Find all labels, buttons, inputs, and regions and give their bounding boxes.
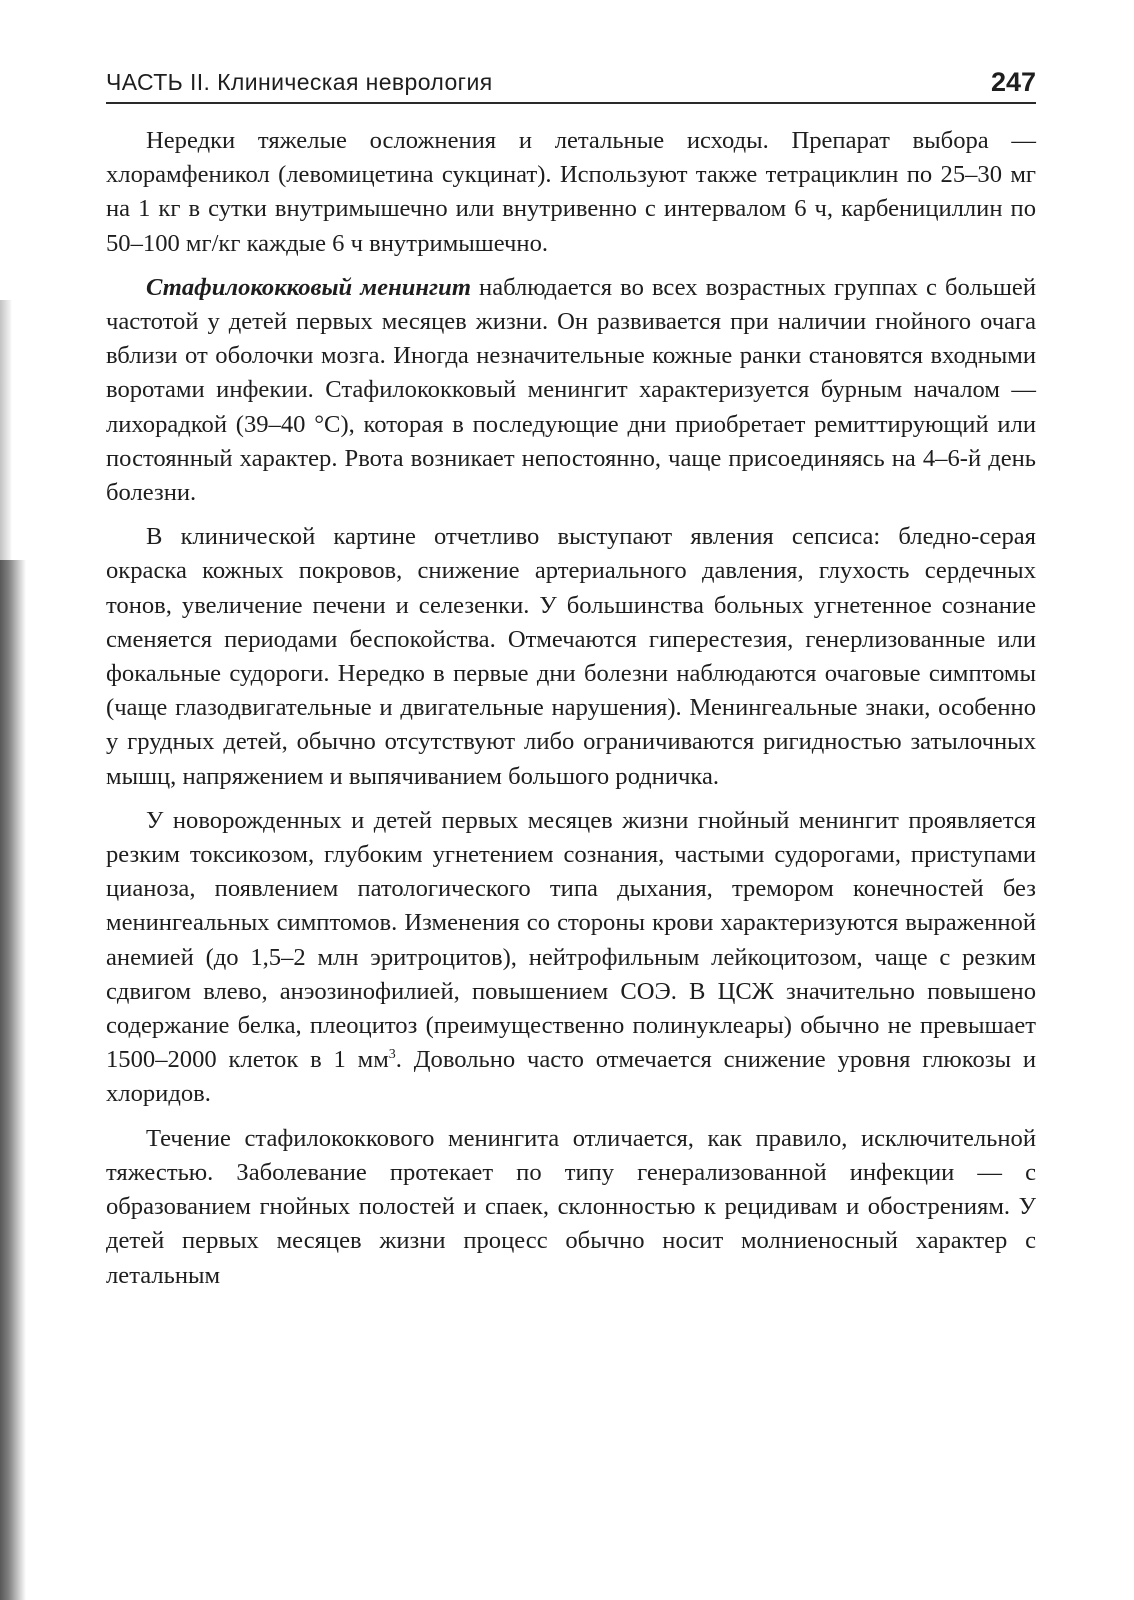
superscript: 3: [388, 1047, 396, 1063]
page-binding-shadow-upper: [0, 300, 12, 560]
page-header: [106, 62, 1036, 104]
paragraph-newborns: [106, 804, 1036, 1112]
paragraph-staphylococcal-meningitis: [106, 271, 1036, 510]
paragraph-text: В клинической картине отчетливо выступают явления сепсиса: бледно-серая окраска кожных покровов, снижение артериального давления, глухость сердечных тонов, увеличение печени и селезенки. У большинства больных угнетенное сознание сменяется периодами беспокойства. Отмечаются гиперестезия, генерлизованные или фокальные судороги. Нередко в первые дни болезни наблюдаются очаговые симптомы (чаще глазодвигательные и двигательные нарушения). Менингеальные знаки, особенно у грудных детей, обычно отсутствуют либо ограничиваются ригидностью затылочных мышц, напряжением и выпячиванием большого родничка.: [106, 523, 1036, 790]
paragraph-clinical-picture: [106, 520, 1036, 794]
page-body: [106, 124, 1036, 1303]
paragraph-text: наблюдается во всех возрастных группах с большей частотой у детей первых месяцев жизни. Он развивается при наличии гнойного очага вблизи от оболочки мозга. Иногда незначительные кожные ранки становятся входными воротами инфекии. Стафилококковый менингит характеризуется бурным началом — лихорадкой (39–40 °С), которая в последующие дни приобретает ремиттирующий или постоянный характер. Рвота возникает непостоянно, чаще присоединяясь на 4–6-й день болезни.: [106, 273, 1036, 507]
paragraph-course: [106, 1122, 1036, 1293]
paragraph-text: Нередки тяжелые осложнения и летальные исходы. Препарат выбора — хлорамфеникол (левомицетина сукцинат). Используют также тетрациклин по 25–30 мг на 1 кг в сутки внутримышечно или внутривенно с интервалом 6 ч, карбенициллин по 50–100 мг/кг каждые 6 ч внутримышечно.: [106, 127, 1036, 257]
page-binding-shadow: [0, 560, 26, 1600]
section-term: Стафилококковый менингит: [146, 273, 471, 301]
paragraph-text: У новорожденных и детей первых месяцев жизни гнойный менингит проявляется резким токсикозом, глубоким угнетением сознания, частыми судорогами, приступами цианоза, появлением патологического типа дыхания, тремором конечностей без менингеальных симптомов. Изменения со стороны крови характеризуются выраженной анемией (до 1,5–2 млн эритроцитов), нейтрофильным лейкоцитозом, чаще с резким сдвигом влево, анэозинофилией, повышением СОЭ. В ЦСЖ значительно повышено содержание белка, плеоцитоз (преимущественно полинуклеары) обычно не превышает 1500–2000 клеток в 1 мм: [106, 806, 1036, 1074]
paragraph-text: Течение стафилококкового менингита отличается, как правило, исключительной тяжестью. Заболевание протекает по типу генерализованной инфекции — с образованием гнойных полостей и спаек, склонностью к рецидивам и обострениям. У детей первых месяцев жизни процесс обычно носит молниеносный характер с летальным: [106, 1124, 1036, 1289]
running-head: ЧАСТЬ II. Клиническая неврология: [106, 69, 493, 95]
page-number: 247: [990, 67, 1036, 97]
paragraph-treatment: [106, 124, 1036, 261]
paragraph-text-continued: . Довольно часто отмечается снижение уровня глюкозы и хлоридов.: [106, 1046, 1037, 1108]
